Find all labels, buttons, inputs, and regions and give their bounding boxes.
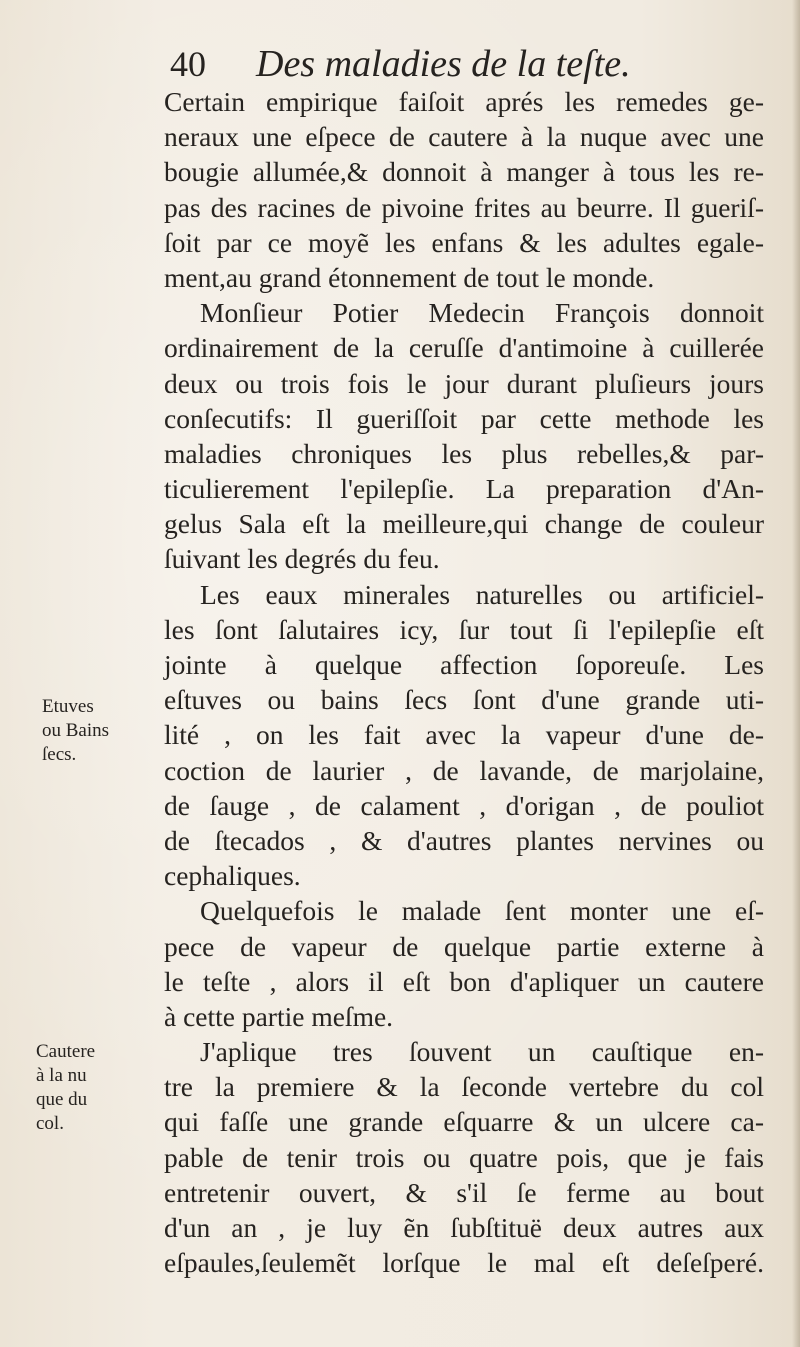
page-number: 40 xyxy=(170,44,206,84)
text-line: entretenir ouvert, & s'il ſe ferme au bout xyxy=(164,1176,764,1208)
text-line: coction de laurier , de lavande, de marjolaine, xyxy=(164,754,764,786)
text-line: ordinairement de la ceruſſe d'antimoine à cuillerée xyxy=(164,332,764,364)
text-line: pas des racines de pivoine frites au beurre. Il gueriſ- xyxy=(164,191,764,223)
margin-note-etuves xyxy=(42,695,152,767)
page-header xyxy=(170,38,631,88)
margin-note-line: col. xyxy=(36,1113,64,1134)
text-line: deux ou trois fois le jour durant pluſieurs jours xyxy=(164,367,764,399)
text-line: ſuivant les degrés du feu. xyxy=(164,543,440,575)
body-text xyxy=(164,84,764,1280)
text-line: d'un an , je luy ẽn ſubſtituë deux autres aux xyxy=(164,1212,764,1243)
text-line: gelus Sala eſt la meilleure,qui change de couleur xyxy=(164,508,764,540)
text-line: neraux une eſpece de cautere à la nuque avec une xyxy=(164,121,764,153)
text-line: jointe à quelque affection ſoporeuſe. Les xyxy=(164,649,764,680)
page-edge-shadow xyxy=(792,0,800,1347)
running-title: Des maladies de la teſte. xyxy=(256,43,631,85)
text-line: ticulierement l'epilepſie. La preparation d'An- xyxy=(164,473,764,505)
margin-note-line: Cautere xyxy=(36,1041,96,1062)
margin-note-cautere xyxy=(36,1040,146,1136)
text-line: Monſieur Potier Medecin François donnoit xyxy=(200,297,764,329)
text-line: Quelquefois le malade ſent monter une eſ- xyxy=(200,895,764,927)
text-line: de ſtecados , & d'autres plantes nervines ou xyxy=(164,824,764,856)
text-line: bougie allumée,& donnoit à manger à tous les re- xyxy=(164,156,764,188)
text-line: conſecutifs: Il gueriſſoit par cette methode les xyxy=(164,402,764,434)
margin-note-line: à la nu xyxy=(36,1065,87,1086)
text-line: lité , on les fait avec la vapeur d'une de- xyxy=(164,719,764,751)
text-line: J'aplique tres ſouvent un cauſtique en- xyxy=(200,1036,764,1068)
margin-note-line: ou Bains xyxy=(42,720,110,741)
text-line: ment,au grand étonnement de tout le monde. xyxy=(164,261,655,293)
text-line: ſoit par ce moyẽ les enfans & les adultes egale- xyxy=(164,226,764,258)
margin-note-line: que du xyxy=(36,1089,88,1110)
text-line: qui faſſe une grande eſquarre & un ulcere ca- xyxy=(164,1106,764,1138)
margin-note-line: ſecs. xyxy=(42,744,77,765)
text-line: eſtuves ou bains ſecs ſont d'une grande uti- xyxy=(164,684,764,716)
margin-note-line: Etuves xyxy=(42,696,94,717)
text-line: le teſte , alors il eſt bon d'apliquer un cautere xyxy=(164,965,764,997)
text-line: pable de tenir trois ou quatre pois, que je fais xyxy=(164,1141,764,1173)
text-line: pece de vapeur de quelque partie externe à xyxy=(164,930,764,962)
text-line: Certain empirique faiſoit aprés les remedes ge- xyxy=(164,86,764,117)
text-line: les ſont ſalutaires icy, ſur tout ſi l'epilepſie eſt xyxy=(164,613,764,645)
text-line: tre la premiere & la ſeconde vertebre du col xyxy=(164,1071,764,1103)
text-line: Les eaux minerales naturelles ou artificiel- xyxy=(200,578,764,610)
text-line: cephaliques. xyxy=(164,860,301,892)
text-line: de ſauge , de calament , d'origan , de pouliot xyxy=(164,789,764,821)
text-line: maladies chroniques les plus rebelles,& par- xyxy=(164,437,764,469)
text-line: eſpaules,ſeulemẽt lorſque le mal eſt deſeſperé. xyxy=(164,1247,764,1279)
text-line: à cette partie meſme. xyxy=(164,1000,394,1032)
